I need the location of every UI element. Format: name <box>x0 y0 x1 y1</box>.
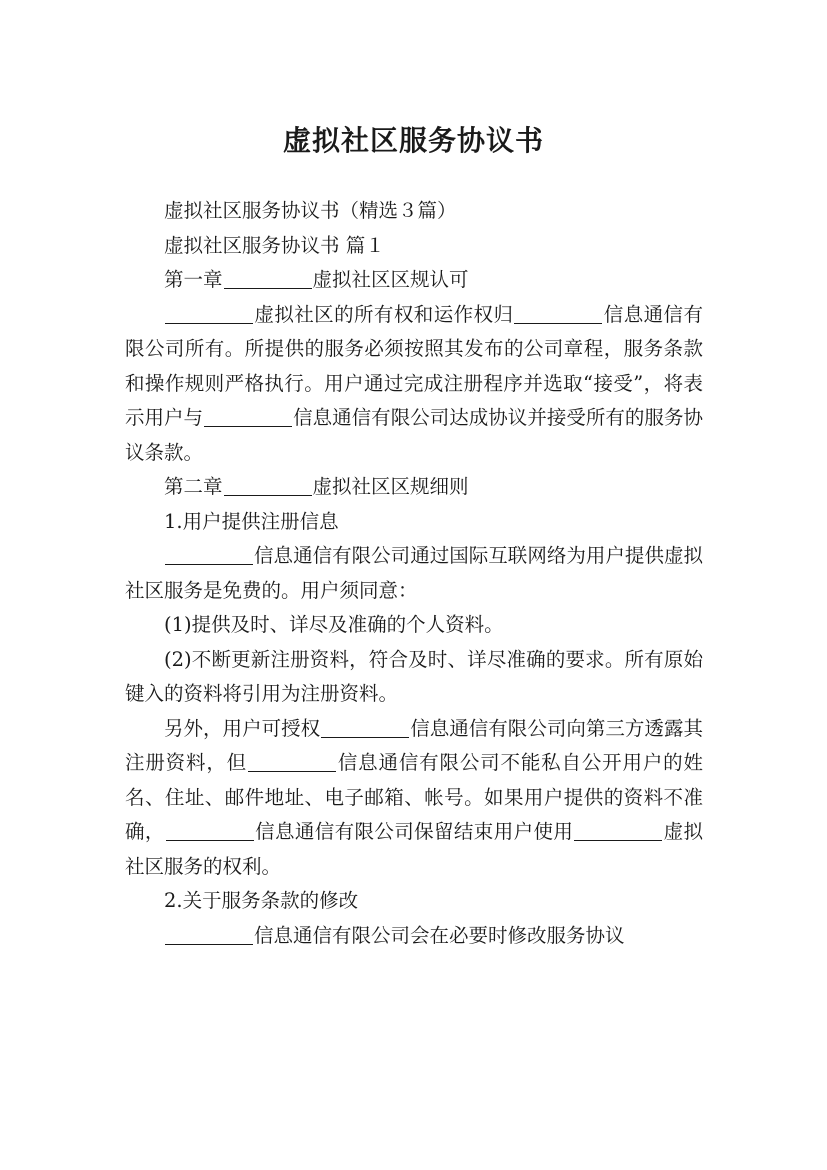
paragraph <box>125 470 703 505</box>
paragraph <box>125 229 703 264</box>
paragraph <box>125 194 703 229</box>
paragraph-text: 虚拟社区服务协议书（精选３篇） <box>164 199 457 222</box>
paragraph <box>125 608 703 643</box>
fill-in-blank <box>574 821 662 842</box>
paragraph <box>125 884 703 919</box>
document-title: 虚拟社区服务协议书 <box>282 123 544 157</box>
fill-in-blank <box>224 269 312 290</box>
fill-in-blank <box>248 752 336 773</box>
paragraph <box>125 505 703 540</box>
paragraph-text: 虚拟社区区规认可 <box>312 268 469 291</box>
paragraph-text: 信息通信有限公司会在必要时修改服务协议 <box>254 923 625 947</box>
paragraph-text: 第一章 <box>164 268 223 291</box>
paragraph-text: (2)不断更新注册资料，符合及时、详尽准确的要求。所有原始键入的资料将引用为注册资料。 <box>125 647 703 705</box>
fill-in-blank <box>514 303 602 324</box>
fill-in-blank <box>165 545 253 566</box>
document-body <box>125 194 703 953</box>
paragraph <box>125 712 703 885</box>
paragraph-text: 虚拟社区区规细则 <box>312 475 469 498</box>
paragraph-text: 信息通信有限公司达成协议并接受所有的服务协议条款。 <box>125 406 703 464</box>
paragraph-text: 信息通信有限公司保留结束用户使用 <box>254 820 574 843</box>
paragraph-text: 虚拟社区的所有权和运作权归 <box>254 302 514 326</box>
paragraph-text: 信息通信有限公司向第三方透露其注册资料，但 <box>125 716 703 774</box>
paragraph-text: 虚拟社区服务的权利。 <box>125 820 703 878</box>
paragraph <box>125 539 703 608</box>
fill-in-blank <box>321 717 409 738</box>
fill-in-blank <box>224 476 312 497</box>
fill-in-blank <box>204 407 292 428</box>
paragraph-text: 信息通信有限公司不能私自公开用户的姓名、住址、邮件地址、电子邮箱、帐号。如果用户提供的资料不准确， <box>125 751 703 843</box>
paragraph-text: 虚拟社区服务协议书 篇１ <box>164 233 385 257</box>
paragraph-text: 第二章 <box>164 475 223 498</box>
paragraph-text: 信息通信有限公司通过国际互联网络为用户提供虚拟社区服务是免费的。用户须同意： <box>125 544 703 602</box>
paragraph <box>125 263 703 298</box>
fill-in-blank <box>165 303 253 324</box>
paragraph-text: 2.关于服务条款的修改 <box>164 889 359 912</box>
paragraph-text: 信息通信有限公司所有。所提供的服务必须按照其发布的公司章程，服务条款和操作规则严格执行。用户通过完成注册程序并选取“接受”，将表示用户与 <box>125 302 703 429</box>
fill-in-blank <box>165 924 253 945</box>
paragraph-text: 另外，用户可授权 <box>164 716 321 740</box>
paragraph <box>125 919 703 954</box>
paragraph-text: (1)提供及时、详尽及准确的个人资料。 <box>164 613 504 636</box>
paragraph-text: 1.用户提供注册信息 <box>164 509 339 533</box>
paragraph <box>125 298 703 471</box>
paragraph <box>125 643 703 712</box>
fill-in-blank <box>166 821 254 842</box>
